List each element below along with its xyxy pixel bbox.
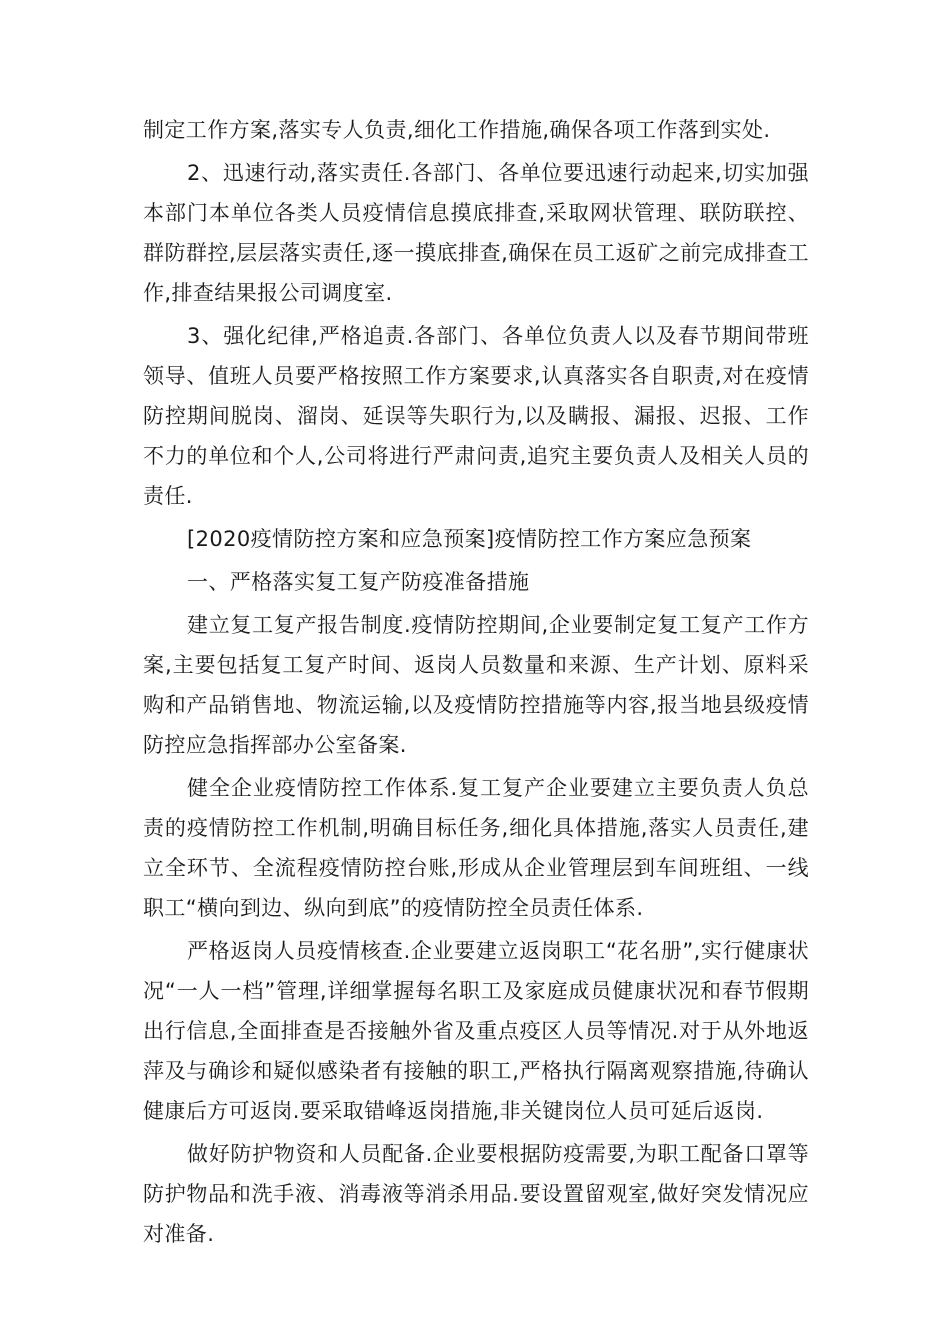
paragraph-prevention-system: 健全企业疫情防控工作体系.复工复产企业要建立主要负责人负总责的疫情防控工作机制,明确目标任务,细化具体措施,落实人员责任,建立全环节、全流程疫情防控台账,形成从企业管理层到车间班组、一线职工“横向到边、纵向到底”的疫情防控全员责任体系.	[143, 776, 809, 920]
paragraph-item-3: 3、强化纪律,严格追责.各部门、各单位负责人以及春节期间带班领导、值班人员要严格按照工作方案要求,认真落实各自职责,对在疫情防控期间脱岗、溜岗、延误等失职行为,以及瞒报、漏报、迟报、工作不力的单位和个人,公司将进行严肃问责,追究主要负责人及相关人员的责任.	[143, 324, 809, 508]
paragraph-item-2: 2、迅速行动,落实责任.各部门、各单位要迅速行动起来,切实加强本部门本单位各类人员疫情信息摸底排查,采取网状管理、联防联控、群防群控,层层落实责任,逐一摸底排查,确保在员工返矿之前完成排查工作,排查结果报公司调度室.	[143, 161, 809, 305]
paragraph-report-system: 建立复工复产报告制度.疫情防控期间,企业要制定复工复产工作方案,主要包括复工复产时间、返岗人员数量和来源、生产计划、原料采购和产品销售地、物流运输,以及疫情防控措施等内容,报当地县级疫情防控应急指挥部办公室备案.	[143, 613, 809, 757]
paragraph-staff-check: 严格返岗人员疫情核查.企业要建立返岗职工“花名册”,实行健康状况“一人一档”管理,详细掌握每名职工及家庭成员健康状况和春节假期出行信息,全面排查是否接触外省及重点疫区人员等情况.对于从外地返萍及与确诊和疑似感染者有接触的职工,严格执行隔离观察措施,待确认健康后方可返岗.要采取错峰返岗措施,非关键岗位人员可延后返岗.	[143, 939, 809, 1123]
section-title: [2020疫情防控方案和应急预案]疫情防控工作方案应急预案	[187, 527, 752, 551]
paragraph-continuation: 制定工作方案,落实专人负责,细化工作措施,确保各项工作落到实处.	[143, 118, 771, 142]
section-heading-1: 一、严格落实复工复产防疫准备措施	[187, 570, 530, 594]
document-body	[143, 110, 809, 1257]
paragraph-protective-supplies: 做好防护物资和人员配备.企业要根据防疫需要,为职工配备口罩等防护物品和洗手液、消毒液等消杀用品.要设置留观室,做好突发情况应对准备.	[143, 1142, 809, 1246]
